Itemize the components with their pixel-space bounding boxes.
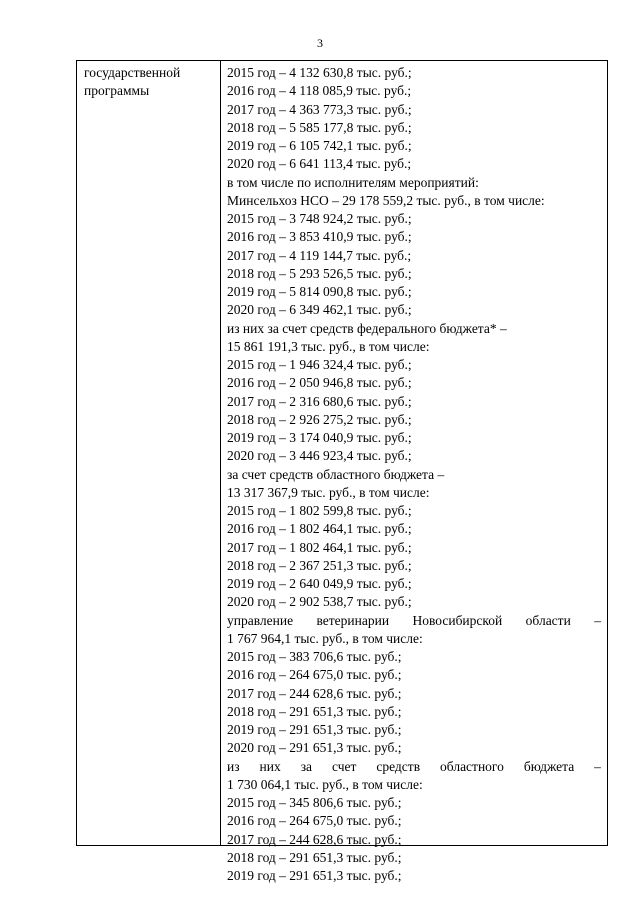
year-line: 2015 год – 1 946 324,4 тыс. руб.; bbox=[227, 357, 412, 372]
year-line: 2019 год – 6 105 742,1 тыс. руб.; bbox=[227, 138, 412, 153]
word: ветеринарии bbox=[316, 612, 390, 628]
year-line: 2020 год – 291 651,3 тыс. руб.; bbox=[227, 740, 402, 756]
source-heading bbox=[227, 758, 601, 776]
year-line: 2020 год – 6 641 113,4 тыс. руб.; bbox=[227, 156, 412, 172]
word: бюджета bbox=[523, 758, 575, 774]
year-line: 2018 год – 2 926 275,2 тыс. руб.; bbox=[227, 411, 412, 427]
year-line: 2015 год – 1 802 599,8 тыс. руб.; bbox=[227, 503, 412, 518]
year-line: 2020 год – 3 446 923,4 тыс. руб.; bbox=[227, 448, 412, 464]
year-line: 2015 год – 383 706,6 тыс. руб.; bbox=[227, 649, 402, 664]
year-line: 2017 год – 4 363 773,3 тыс. руб.; bbox=[227, 101, 412, 117]
year-line: 2018 год – 291 651,3 тыс. руб.; bbox=[227, 703, 402, 719]
year-line: 2016 год – 264 675,0 тыс. руб.; bbox=[227, 667, 402, 683]
word: области bbox=[525, 612, 571, 628]
source-total: 1 730 064,1 тыс. руб., в том числе: bbox=[227, 776, 423, 792]
source-heading: за счет средств областного бюджета – bbox=[227, 466, 445, 482]
year-line: 2019 год – 3 174 040,9 тыс. руб.; bbox=[227, 430, 412, 445]
word: из bbox=[227, 758, 240, 774]
year-line: 2016 год – 264 675,0 тыс. руб.; bbox=[227, 813, 402, 829]
executor-heading bbox=[227, 612, 601, 630]
year-line: 2017 год – 4 119 144,7 тыс. руб.; bbox=[227, 247, 412, 263]
year-line: 2017 год – 2 316 680,6 тыс. руб.; bbox=[227, 393, 412, 409]
year-line: 2018 год – 2 367 251,3 тыс. руб.; bbox=[227, 557, 412, 573]
source-total: 15 861 191,3 тыс. руб., в том числе: bbox=[227, 338, 430, 354]
funding-table bbox=[76, 60, 608, 883]
word: – bbox=[594, 758, 601, 774]
year-line: 2016 год – 1 802 464,1 тыс. руб.; bbox=[227, 521, 412, 537]
word: областного bbox=[440, 758, 504, 774]
source-total: 13 317 367,9 тыс. руб., в том числе: bbox=[227, 484, 430, 500]
year-line: 2020 год – 2 902 538,7 тыс. руб.; bbox=[227, 594, 412, 610]
year-line: 2016 год – 2 050 946,8 тыс. руб.; bbox=[227, 375, 412, 391]
year-line: 2016 год – 3 853 410,9 тыс. руб.; bbox=[227, 229, 412, 245]
year-line: 2016 год – 4 118 085,9 тыс. руб.; bbox=[227, 83, 412, 99]
word: средств bbox=[376, 758, 421, 774]
year-line: 2019 год – 291 651,3 тыс. руб.; bbox=[227, 722, 402, 737]
word: – bbox=[594, 612, 601, 628]
page-number: 3 bbox=[317, 36, 323, 50]
source-heading: из них за счет средств федерального бюджета* – bbox=[227, 320, 507, 336]
word: управление bbox=[227, 612, 294, 628]
year-line: 2015 год – 4 132 630,8 тыс. руб.; bbox=[227, 65, 412, 80]
year-line: 2018 год – 5 585 177,8 тыс. руб.; bbox=[227, 119, 412, 135]
table-content-cell bbox=[221, 61, 607, 883]
year-line: 2017 год – 1 802 464,1 тыс. руб.; bbox=[227, 539, 412, 555]
year-line: 2017 год – 244 628,6 тыс. руб.; bbox=[227, 685, 402, 701]
year-line: 2018 год – 5 293 526,5 тыс. руб.; bbox=[227, 265, 412, 281]
label-line: государственной bbox=[84, 65, 181, 80]
word: за bbox=[300, 758, 313, 774]
word: Новосибирской bbox=[412, 612, 503, 628]
executor-total: 1 767 964,1 тыс. руб., в том числе: bbox=[227, 630, 423, 646]
word: счет bbox=[332, 758, 357, 774]
year-line: 2020 год – 6 349 462,1 тыс. руб.; bbox=[227, 302, 412, 318]
year-line: 2019 год – 291 651,3 тыс. руб.; bbox=[227, 868, 402, 883]
label-line: программы bbox=[84, 83, 150, 98]
year-line: 2017 год – 244 628,6 тыс. руб.; bbox=[227, 831, 402, 847]
word: них bbox=[259, 758, 281, 774]
year-line: 2019 год – 5 814 090,8 тыс. руб.; bbox=[227, 284, 412, 299]
section-heading: в том числе по исполнителям мероприятий: bbox=[227, 174, 479, 190]
year-line: 2018 год – 291 651,3 тыс. руб.; bbox=[227, 849, 402, 865]
year-line: 2015 год – 3 748 924,2 тыс. руб.; bbox=[227, 211, 412, 226]
year-line: 2015 год – 345 806,6 тыс. руб.; bbox=[227, 795, 402, 810]
table-label-cell bbox=[77, 61, 221, 845]
year-line: 2019 год – 2 640 049,9 тыс. руб.; bbox=[227, 576, 412, 591]
executor-total: Минсельхоз НСО – 29 178 559,2 тыс. руб., в том числе: bbox=[227, 192, 545, 208]
